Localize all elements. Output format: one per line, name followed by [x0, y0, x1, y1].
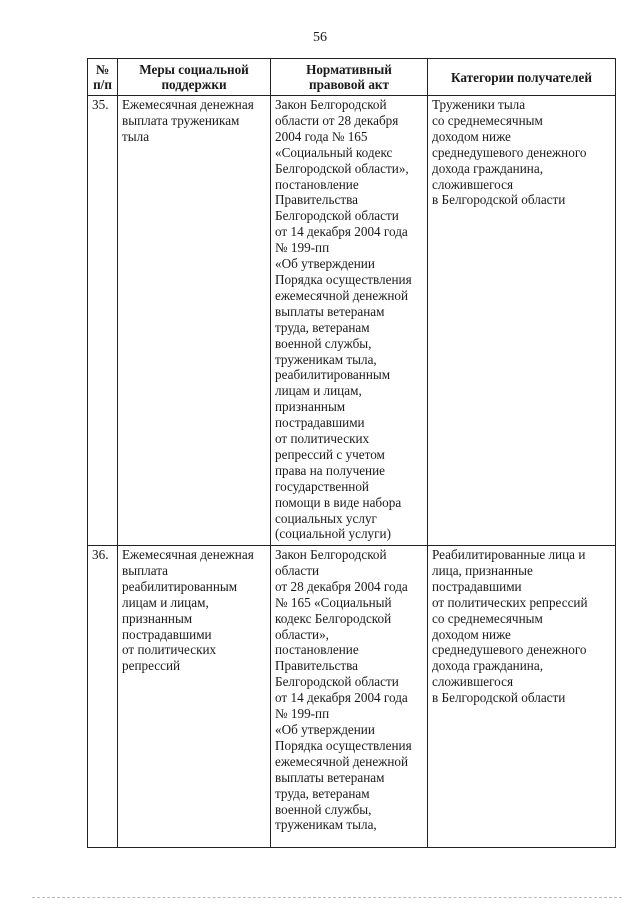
row-measure: Ежемесячная денежная выплата труженикам тыла — [118, 96, 271, 546]
table-row — [88, 546, 616, 848]
row-recipients: Труженики тыла со среднемесячным доходом ниже среднедушевого денежного дохода гражданина, сложившегося в Белгородской области — [428, 96, 616, 546]
header-num: № п/п — [88, 59, 118, 96]
table-header-row — [88, 59, 616, 96]
social-support-table — [87, 58, 616, 848]
header-recipients: Категории получателей — [428, 59, 616, 96]
row-recipients: Реабилитированные лица и лица, признанные пострадавшими от политических репрессий со среднемесячным доходом ниже среднедушевого денежного дохода гражданина, сложившегося в Белгородской области — [428, 546, 616, 848]
header-measures: Меры социальной поддержки — [118, 59, 271, 96]
row-measure: Ежемесячная денежная выплата реабилитированным лицам и лицам, признанным пострадавшими от политических репрессий — [118, 546, 271, 848]
row-act: Закон Белгородской области от 28 декабря 2004 года № 165 «Социальный кодекс Белгородской области», постановление Правительства Белгородской области от 14 декабря 2004 года № 199-пп «Об утверждении Порядка осуществления ежемесячной денежной выплаты ветеранам труда, ветеранам военной службы, труженикам тыла, — [271, 546, 428, 848]
page-bottom-edge — [32, 897, 622, 898]
row-number: 35. — [88, 96, 118, 546]
header-act: Нормативный правовой акт — [271, 59, 428, 96]
page-number: 56 — [313, 30, 327, 45]
row-number: 36. — [88, 546, 118, 848]
table-row — [88, 96, 616, 546]
row-act: Закон Белгородской области от 28 декабря 2004 года № 165 «Социальный кодекс Белгородской области», постановление Правительства Белгородской области от 14 декабря 2004 года № 199-пп «Об утверждении Порядка осуществления ежемесячной денежной выплаты ветеранам труда, ветеранам военной службы, труженикам тыла, реабилитированным лицам и лицам, признанным пострадавшими от политических репрессий с учетом права на получение государственной помощи в виде набора социальных услуг (социальной услуги) — [271, 96, 428, 546]
